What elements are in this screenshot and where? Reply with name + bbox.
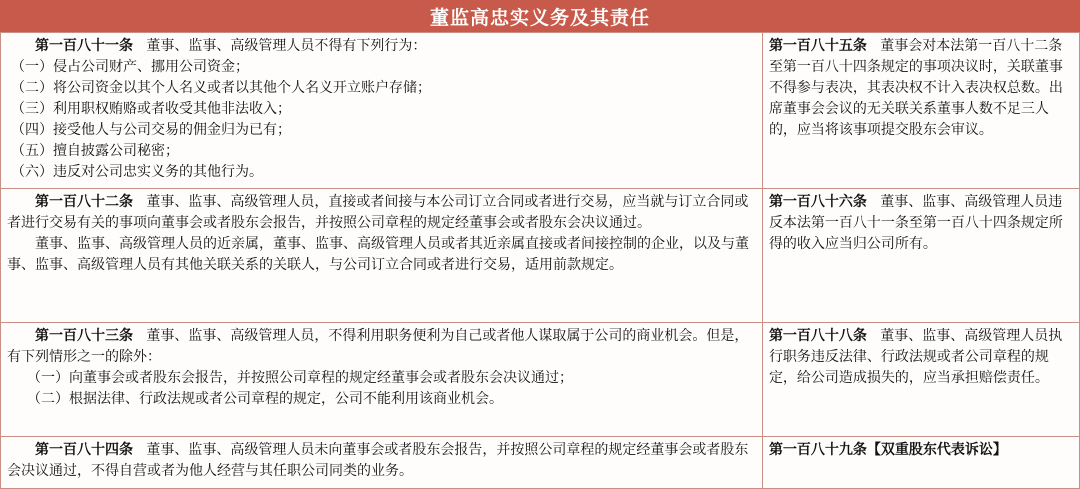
article-183-intro (7, 326, 756, 368)
article-186-text: 董事、监事、高级管理人员违反本法第一百八十一条至第一百八十四条规定所得的收入应当归公司所有。 (768, 194, 1063, 252)
article-184-body (7, 440, 756, 482)
article-189-heading: 第一百八十九条【双重股东代表诉讼】 (768, 442, 1007, 458)
table-row (1, 189, 1080, 323)
article-184-heading: 第一百八十四条 (35, 442, 133, 458)
list-item: （四）接受他人与公司交易的佣金归为已有； (11, 122, 291, 138)
article-183-heading: 第一百八十三条 (35, 328, 133, 344)
article-188-heading: 第一百八十八条 (768, 328, 867, 344)
article-183-text: 董事、监事、高级管理人员，不得利用职务便利为自己或者他人谋取属于公司的商业机会。但是，有下列情形之一的除外： (7, 328, 749, 365)
article-182-paragraph-2: 董事、监事、高级管理人员的近亲属，董事、监事、高级管理人员或者其近亲属直接或者间接控制的企业，以及与董事、监事、高级管理人员有其他关联关系的关联人，与公司订立合同或者进行交易，适用前款规定。 (7, 236, 749, 273)
article-182-cell (1, 189, 763, 323)
article-189-cell (762, 437, 1079, 489)
article-185-heading: 第一百八十五条 (768, 38, 867, 54)
list-item: （一）向董事会或者股东会报告，并按照公司章程的规定经董事会或者股东会决议通过； (27, 370, 573, 386)
article-182-heading: 第一百八十二条 (35, 194, 133, 210)
article-181-intro (7, 36, 756, 57)
article-181-cell (1, 33, 763, 189)
article-188-cell (762, 323, 1079, 437)
article-186-heading: 第一百八十六条 (768, 194, 867, 210)
article-183-cell (1, 323, 763, 437)
article-181-heading: 第一百八十一条 (35, 38, 133, 54)
article-185-body (769, 36, 1073, 141)
table-row (1, 437, 1080, 489)
table-row (1, 33, 1080, 189)
list-item: （二）根据法律、行政法规或者公司章程的规定，公司不能利用该商业机会。 (27, 391, 503, 407)
list-item: （五）擅自披露公司秘密； (11, 143, 179, 159)
table-row (1, 323, 1080, 437)
article-188-body (769, 326, 1073, 389)
article-181-text: 董事、监事、高级管理人员不得有下列行为： (146, 38, 427, 54)
list-item: （一）侵占公司财产、挪用公司资金； (11, 59, 249, 75)
article-182-text-1: 董事、监事、高级管理人员，直接或者间接与本公司订立合同或者进行交易，应当就与订立合同或者进行交易有关的事项向董事会或者股东会报告，并按照公司章程的规定经董事会或者股东会决议通过。 (7, 194, 749, 231)
article-186-body (769, 192, 1073, 255)
article-185-text: 董事会对本法第一百八十二条至第一百八十四条规定的事项决议时，关联董事不得参与表决，其表决权不计入表决权总数。出席董事会会议的无关联关系董事人数不足三人的，应当将该事项提交股东会审议。 (768, 38, 1063, 138)
article-182-paragraph-1 (7, 192, 756, 234)
article-184-cell (1, 437, 763, 489)
list-item: （二）将公司资金以其个人名义或者以其他个人名义开立账户存储； (11, 80, 431, 96)
article-184-text: 董事、监事、高级管理人员未向董事会或者股东会报告，并按照公司章程的规定经董事会或者股东会决议通过，不得自营或者为他人经营与其任职公司同类的业务。 (7, 442, 749, 479)
article-186-cell (762, 189, 1079, 323)
list-item: （六）违反对公司忠实义务的其他行为。 (11, 164, 263, 180)
list-item: （三）利用职权贿赂或者收受其他非法收入； (11, 101, 291, 117)
article-188-text: 董事、监事、高级管理人员执行职务违反法律、行政法规或者公司章程的规定，给公司造成损失的，应当承担赔偿责任。 (768, 328, 1063, 386)
page-title: 董监高忠实义务及其责任 (0, 0, 1080, 32)
articles-table (0, 32, 1080, 489)
article-185-cell (762, 33, 1079, 189)
article-189-body (769, 440, 1073, 461)
